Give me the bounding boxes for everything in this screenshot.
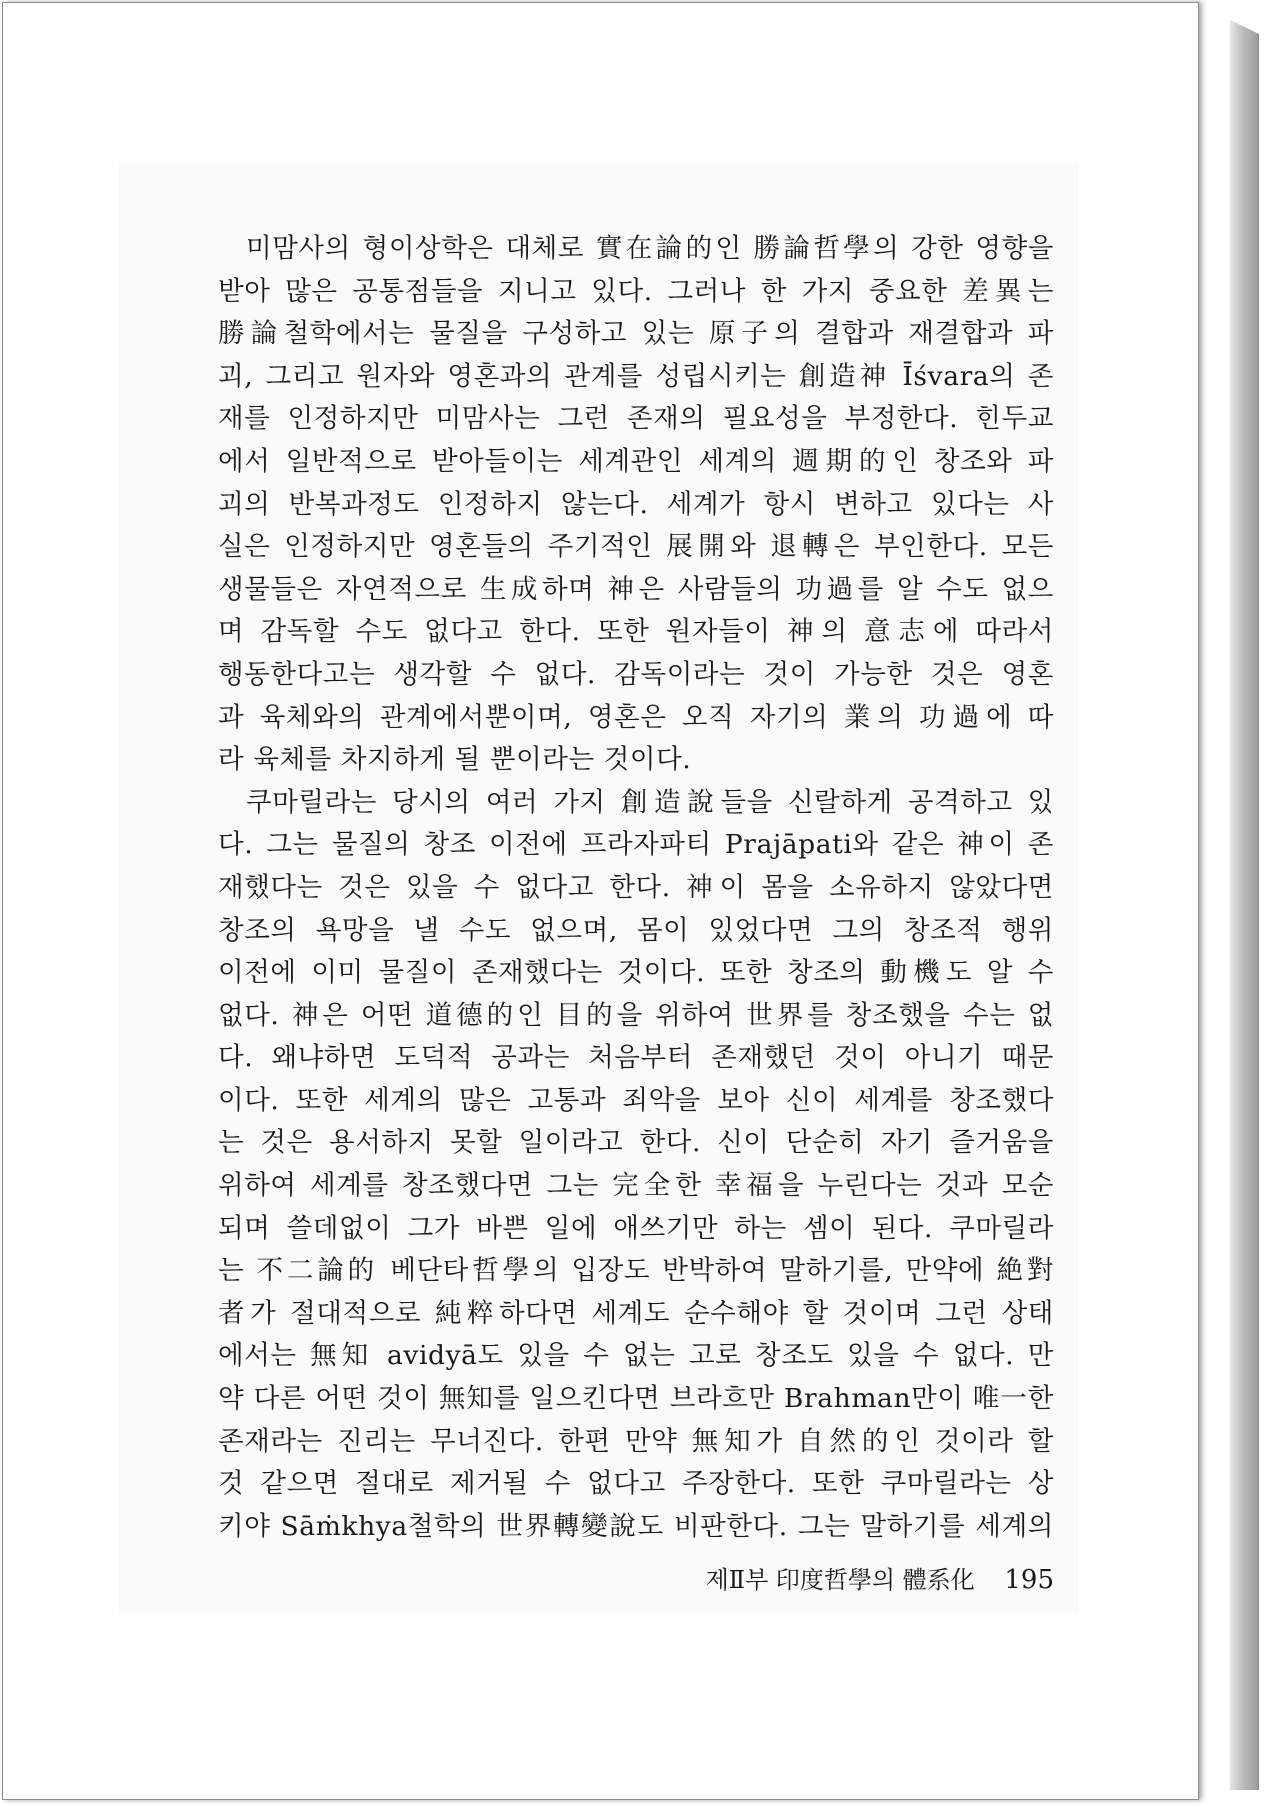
text-line: 창조의 욕망을 낼 수도 없으며, 몸이 있었다면 그의 창조적 행위 <box>218 914 1054 946</box>
text-line: 키야 Sāṁkhya철학의 世界轉變說도 비판한다. 그는 말하기를 세계의 <box>218 1510 1054 1542</box>
text-line: 것 같으면 절대로 제거될 수 없다고 주장한다. 또한 쿠마릴라는 상 <box>218 1468 1054 1500</box>
page-stack-edge <box>1230 20 1259 1790</box>
text-line: 생물들은 자연적으로 生成하며 神은 사람들의 功過를 알 수도 없으 <box>218 573 1054 605</box>
paragraph-2 <box>218 782 1054 1549</box>
text-line: 되며 쓸데없이 그가 바쁜 일에 애쓰기만 하는 셈이 된다. 쿠마릴라 <box>218 1212 1054 1244</box>
text-line: 재를 인정하지만 미맘사는 그런 존재의 필요성을 부정한다. 힌두교 <box>218 403 1054 435</box>
text-line: 행동한다고는 생각할 수 없다. 감독이라는 것이 가능한 것은 영혼 <box>218 658 1054 690</box>
text-line: 勝論철학에서는 물질을 구성하고 있는 原子의 결합과 재결합과 파 <box>218 318 1054 350</box>
text-line: 는 不二論的 베단타哲學의 입장도 반박하여 말하기를, 만약에 絶對 <box>218 1255 1054 1287</box>
running-head: 제Ⅱ부 印度哲學의 體系化 <box>705 1566 975 1594</box>
page-footer <box>690 1560 1054 1595</box>
text-line: 다. 왜냐하면 도덕적 공과는 처음부터 존재했던 것이 아니기 때문 <box>218 1042 1054 1074</box>
text-line: 받아 많은 공통점들을 지니고 있다. 그러나 한 가지 중요한 差異는 <box>218 275 1054 307</box>
text-line: 다. 그는 물질의 창조 이전에 프라자파티 Prajāpati와 같은 神이 존 <box>218 829 1054 861</box>
page-number: 195 <box>1004 1565 1054 1595</box>
text-line: 는 것은 용서하지 못할 일이라고 한다. 신이 단순히 자기 즐거움을 <box>218 1127 1054 1159</box>
text-line: 재했다는 것은 있을 수 없다고 한다. 神이 몸을 소유하지 않았다면 <box>218 871 1054 903</box>
text-line: 약 다른 어떤 것이 無知를 일으킨다면 브라흐만 Brahman만이 唯一한 <box>218 1383 1054 1415</box>
text-line: 며 감독할 수도 없다고 한다. 또한 원자들이 神의 意志에 따라서 <box>218 616 1054 648</box>
text-line: 쿠마릴라는 당시의 여러 가지 創造說들을 신랄하게 공격하고 있 <box>246 786 1054 818</box>
text-line: 과 육체와의 관계에서뿐이며, 영혼은 오직 자기의 業의 功過에 따 <box>218 701 1054 733</box>
text-line: 존재라는 진리는 무너진다. 한편 만약 無知가 自然的인 것이라 할 <box>218 1425 1054 1457</box>
text-line: 괴의 반복과정도 인정하지 않는다. 세계가 항시 변하고 있다는 사 <box>218 488 1054 520</box>
text-line: 위하여 세계를 창조했다면 그는 完全한 幸福을 누린다는 것과 모순 <box>218 1170 1054 1202</box>
text-line: 者가 절대적으로 純粹하다면 세계도 순수해야 할 것이며 그런 상태 <box>218 1297 1054 1329</box>
text-line: 라 육체를 차지하게 될 뿐이라는 것이다. <box>218 744 692 776</box>
text-line: 없다. 神은 어떤 道德的인 目的을 위하여 世界를 창조했을 수는 없 <box>218 999 1054 1031</box>
text-line: 에서는 無知 avidyā도 있을 수 없는 고로 창조도 있을 수 없다. 만 <box>218 1340 1054 1372</box>
text-line: 미맘사의 형이상학은 대체로 實在論的인 勝論哲學의 강한 영향을 <box>246 233 1054 264</box>
text-line: 이전에 이미 물질이 존재했다는 것이다. 또한 창조의 動機도 알 수 <box>218 957 1054 989</box>
paragraph-1 <box>218 228 1054 782</box>
text-line: 괴, 그리고 원자와 영혼과의 관계를 성립시키는 創造神 Īśvara의 존 <box>218 360 1054 392</box>
text-line: 에서 일반적으로 받아들이는 세계관인 세계의 週期的인 창조와 파 <box>218 445 1054 477</box>
text-line: 실은 인정하지만 영혼들의 주기적인 展開와 退轉은 부인한다. 모든 <box>218 531 1054 563</box>
text-line: 이다. 또한 세계의 많은 고통과 죄악을 보아 신이 세계를 창조했다 <box>218 1084 1054 1116</box>
body-text <box>218 228 1054 1548</box>
